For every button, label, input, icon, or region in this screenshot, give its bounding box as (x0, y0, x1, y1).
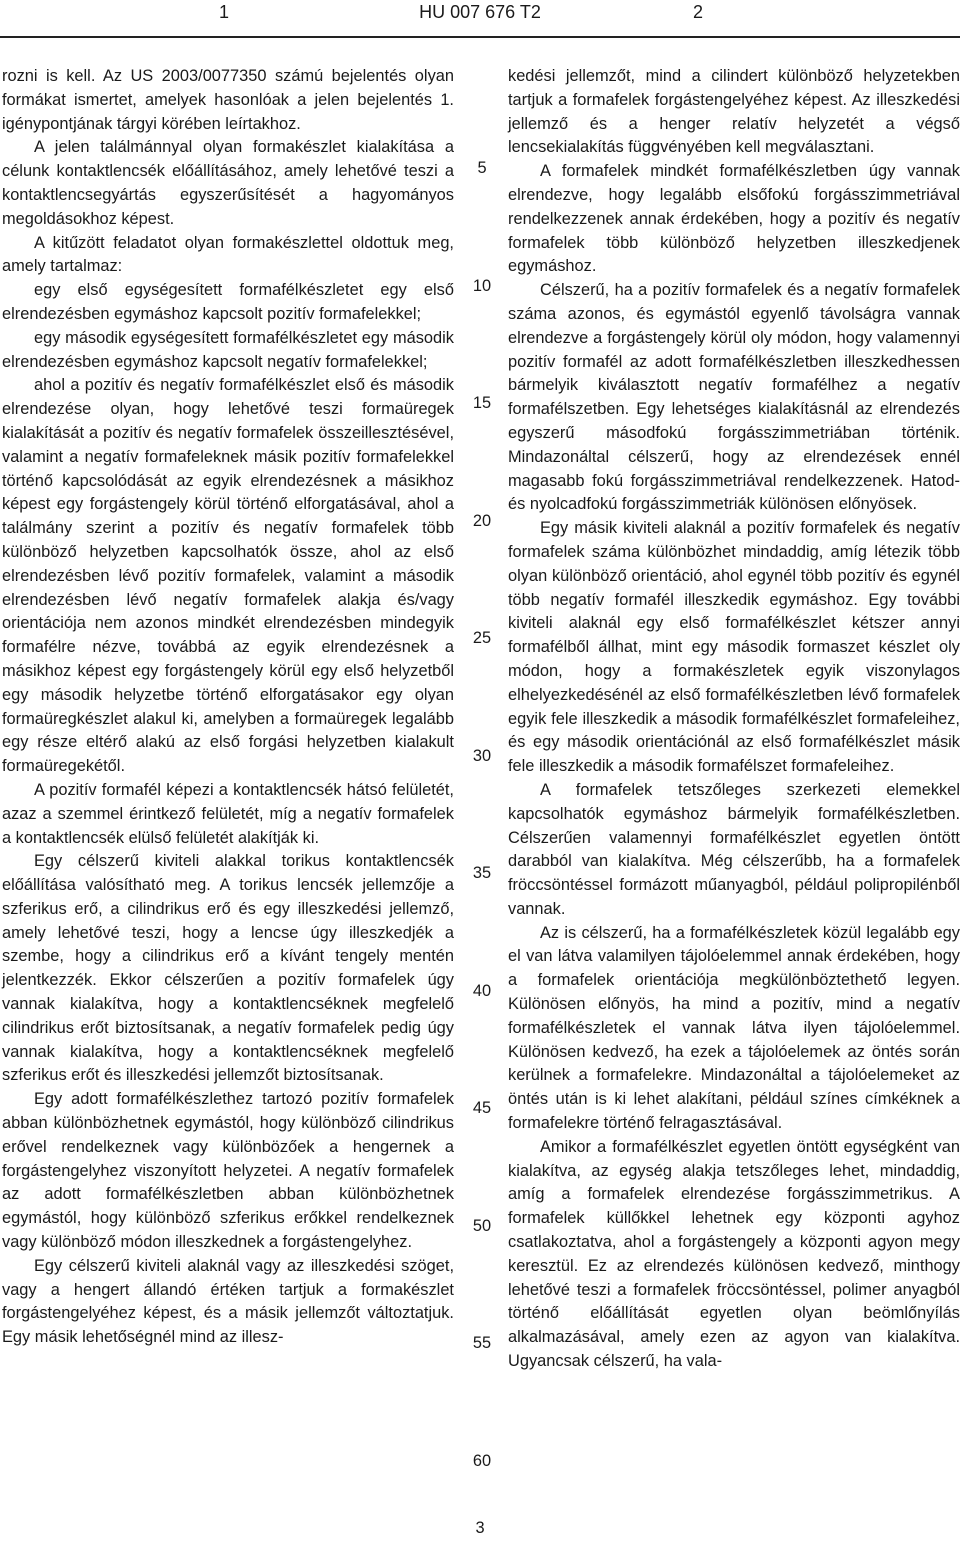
left-column-paragraph: Egy célszerű kiviteli alakkal torikus kontaktlencsék előállítása valósítható meg. A torikus lencsék jellemzője a szferikus erő, a cilindrikus erő és egy illeszkedési jellemző, amely lehetővé teszi, hogy a lencse úgy illeszkedjék a szembe, hogy a cilindrikus erő a kívánt tengely mentén jelentkezzék. Ekkor célszerűen a pozitív formafelek úgy vannak kialakítva, hogy a kontaktlencséknek megfelelő cilindrikus erőt biztosítsanak, a negatív formafelek pedig úgy vannak kialakítva, hogy a kontaktlencséknek megfelelő szferikus erőt és illeszkedési jellemzőt biztosítsanak. (2, 852, 454, 1085)
line-number: 10 (472, 277, 492, 295)
left-column-paragraph: Egy adott formafélkészlethez tartozó pozitív formafelek abban különbözhetnek egymástól, hogy különböző cilindrikus erővel rendelkeznek vagy különbözőek a hengernek a forgástengelyhez viszonyított helyzetei. A negatív formafelek az adott formafélkészletben abban különbözhetnek egymástól, hogy különböző szferikus erőkkel rendelkeznek vagy különböző módon illeszkednek a forgástengelyhez. (2, 1090, 454, 1252)
document-id: HU 007 676 T2 (419, 2, 541, 22)
right-column-paragraph: Az is célszerű, ha a formafélkészletek közül legalább egy el van látva valamilyen tájolóelemmel annak érdekében, hogy a formafelek orientációja megkülönböztethető legyen. Különösen előnyös, ha mind a pozitív, mind a negatív formafélkészletek el vannak látva ilyen tájolóelemmel. Különösen kedvező, ha ezek a tájolóelemek az öntés során kerülnek a formafelekre. Mindazonáltal a tájolóelemeket az öntés után is ki lehet alakítani, például színes címkéknek a formafelekre történő felragasztásával. (508, 923, 960, 1133)
right-column-paragraph: A formafelek mindkét formafélkészletben úgy vannak elrendezve, hogy legalább elsőfokú forgásszimmetriával rendelkezzenek annak érdekében, hogy a pozitív és negatív formafelek több különböző helyzetben illeszkedjenek egymáshoz. (508, 162, 960, 276)
header-rule (0, 36, 960, 38)
line-number: 35 (472, 864, 492, 882)
left-column-paragraph: egy második egységesített formafélkészletet egy második elrendezésben egymáshoz kapcsolt negatív formafelekkel; (2, 328, 454, 371)
line-number: 20 (472, 512, 492, 530)
line-number: 60 (472, 1452, 492, 1470)
left-column-paragraph: A kitűzött feladatot olyan formakészlettel oldottuk meg, amely tartalmaz: (2, 233, 454, 276)
page-header (0, 0, 960, 40)
line-number: 40 (472, 982, 492, 1000)
line-number: 25 (472, 629, 492, 647)
line-number: 30 (472, 747, 492, 765)
line-number: 15 (472, 394, 492, 412)
right-column-paragraph: A formafelek tetszőleges szerkezeti elemekkel kapcsolhatók egymáshoz bármelyik formafélkészletben. Célszerűen valamennyi formafélkészlet egyetlen öntött darabból van kialakítva. Még célszerűbb, ha a formafelek fröccsöntéssel formázott műanyagból, például polipropilénből vannak. (508, 780, 960, 918)
right-page-number: 2 (693, 2, 704, 22)
right-column-paragraph: Egy másik kiviteli alaknál a pozitív formafelek és negatív formafelek száma különbözhet mindaddig, amíg létezik több olyan különböző orientáció, ahol egynél több pozitív és egynél több negatív formafél illeszkedik egymáshoz. Egy további kiviteli alaknál egy első formafélkészlet kétszer annyi formafélből állhat, mint egy második formaszet készlet oly módon, hogy a formakészletek egyik viszonylagos elhelyezkedésénél az első formafélkészletben lévő formafelek egyik fele illeszkedik a második formafélkészlet formafeleihez, és egy második orientációnál az első formafélkészlet másik fele illeszkedik a második formafélszet formafeleihez. (508, 519, 960, 776)
left-column-paragraph: ahol a pozitív és negatív formafélkészlet első és második elrendezése olyan, hogy lehetővé teszi formaüregek kialakítását a pozitív és negatív formafelek összeillesztésével, valamint a negatív formafeleknek másik pozitív formafelekkel történő kapcsolódását az egyik elrendezésnek a másikhoz képest egy forgástengely körül történő elforgatásával, ahol a találmány szerint a pozitív és negatív formafelek több különböző helyzetben kapcsolhatók össze, ahol az első elrendezésben lévő pozitív formafelek, valamint a második elrendezésben lévő negatív formafelek alakja és/vagy orientációja nem azonos mindkét elrendezésben mindegyik formafélre nézve, továbbá az egyik elrendezésnek a másikhoz képest egy forgástengely körül egy első helyzetből egy második helyzetbe történő elforgatásakor egy olyan formaüregkészlet alakul ki, amelyben a formaüregek legalább egy része eltérő alakú az első forgási helyzetben kialakult formaüregekétől. (2, 376, 454, 776)
left-column-paragraph: A pozitív formafél képezi a kontaktlencsék hátsó felületét, azaz a szemmel érintkező felületét, míg a negatív formafelek a kontaktlencsék elülső felületét alakítják ki. (2, 780, 454, 847)
right-column-paragraph: Célszerű, ha a pozitív formafelek és a negatív formafelek száma azonos, és egymástól egyenlő távolságra vannak elrendezve a forgástengely körül oly módon, hogy valamennyi pozitív formafél az adott formafélkészletben illeszkedhessen bármelyik kiválasztott negatív formafélhez a negatív formafélszetben. Egy lehetséges kialakításnál az elrendezés egyszerű másodfokú forgásszimmetriában történik. Mindazonáltal célszerű, hogy az elrendezések ennél magasabb fokú forgásszimmetriával rendelkezzenek. Hatod- és nyolcadfokú forgásszimmetriák különösen előnyösek. (508, 281, 960, 514)
line-number: 55 (472, 1334, 492, 1352)
line-number: 45 (472, 1099, 492, 1117)
left-column-paragraph: A jelen találmánnyal olyan formakészlet kialakítása a célunk kontaktlencsék előállításához, amely lehetővé teszi a kontaktlencsegyártás egyszerűsítését a hagyományos megoldásokhoz képest. (2, 138, 454, 228)
right-column-paragraph: Amikor a formafélkészlet egyetlen öntött egységként van kialakítva, az egység alakja tetszőleges lehet, mindaddig, amíg a formafelek elrendezése forgásszimmetrikus. A formafelek küllőkkel lehetnek egy központi agyhoz csatlakoztatva, ahol a forgástengely a központi agyon megy keresztül. Ez az elrendezés különösen kedvező, minthogy lehetővé teszi a formafelek fröccsöntéssel, polimer anyagból történő előállítását egyetlen olyan beömlőnyílás alkalmazásával, amely ezen az agyon van kialakítva. Ugyancsak célszerű, ha vala- (508, 1137, 960, 1371)
left-column-paragraph: rozni is kell. Az US 2003/0077350 számú bejelentés olyan formákat ismertet, amelyek hasonlóak a jelen bejelentés 1. igénypontjának tárgyi körében leírtakhoz. (2, 67, 454, 133)
right-column-paragraph: kedési jellemzőt, mind a cilindert különböző helyzetekben tartjuk a formafelek forgástengelyéhez képest. Az illeszkedési jellemző és a henger relatív helyzetét a végső lencsekialakítás függvényében kell megválasztani. (508, 67, 960, 157)
page-number-footer: 3 (475, 1519, 485, 1537)
left-text-column (2, 65, 454, 1350)
left-page-number: 1 (219, 2, 230, 22)
line-number: 50 (472, 1217, 492, 1235)
right-text-column (508, 65, 960, 1374)
left-column-paragraph: egy első egységesített formafélkészletet egy első elrendezésben egymáshoz kapcsolt pozitív formafelekkel; (2, 281, 454, 323)
line-number: 5 (477, 159, 487, 177)
left-column-paragraph: Egy célszerű kiviteli alaknál vagy az illeszkedési szöget, vagy a hengert állandó értéken tartjuk a formakészlet forgástengelyéhez képest, és a másik jellemzőt változtatjuk. Egy másik lehetőségnél mind az illesz- (2, 1256, 454, 1347)
